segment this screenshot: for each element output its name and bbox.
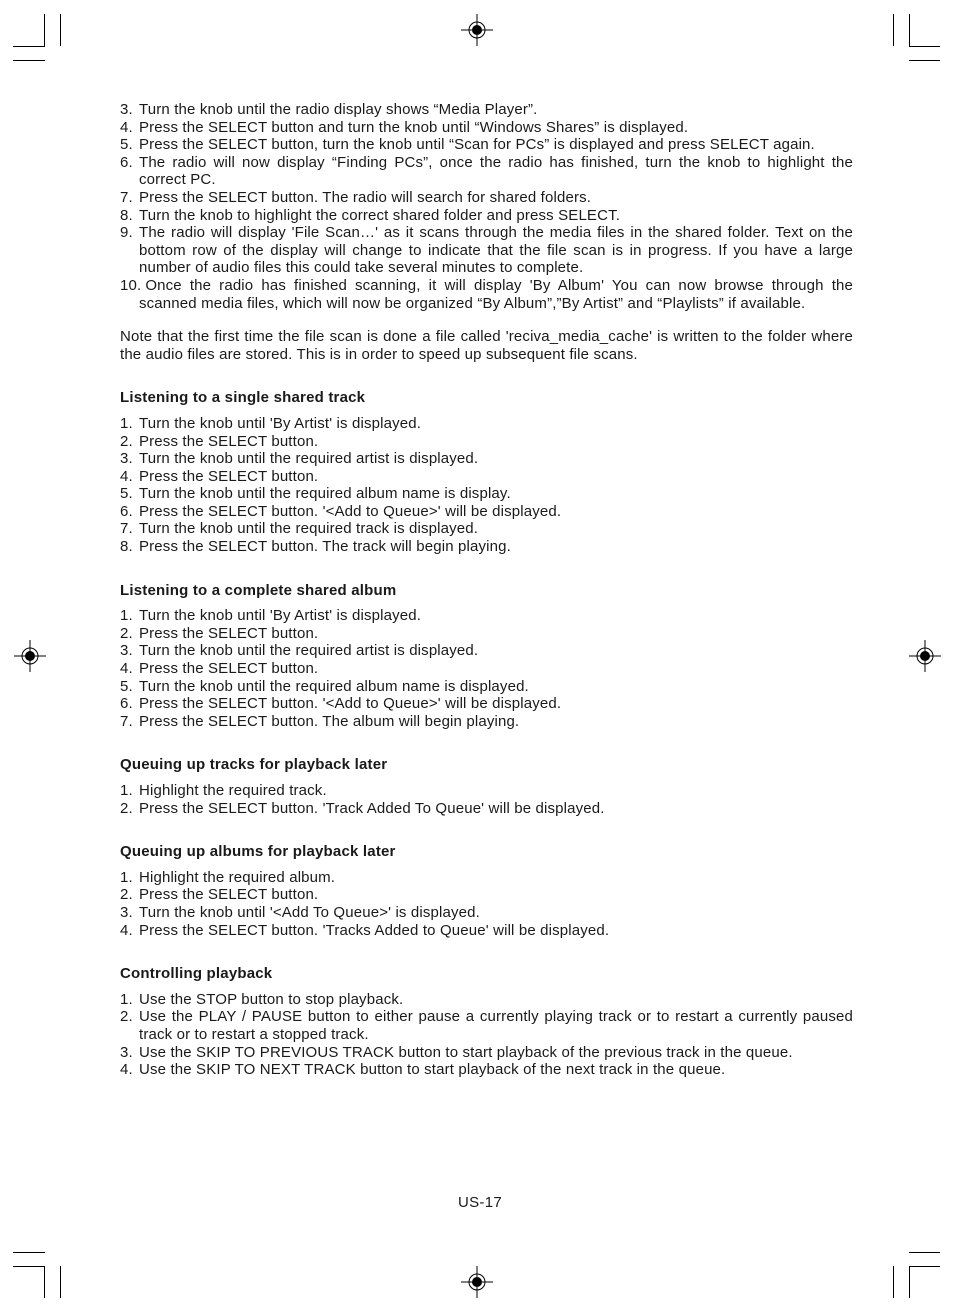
step-text: The radio will display 'File Scan…' as it scans through the media files in the shared folder. Text on the bottom row of the display will change to indicate that the file scan is in progress. If you have a large number of audio files this could take several minutes to complete. [139,224,853,277]
list-item [120,538,853,556]
step-number: 6. [120,695,133,713]
registration-mark-icon [909,640,941,672]
step-text: Press the SELECT button. [139,624,319,642]
step-number: 2. [120,624,133,642]
crop-mark-icon [44,1266,45,1298]
step-text: Use the SKIP TO PREVIOUS TRACK button to start playback of the previous track in the queue. [139,1043,793,1061]
step-number: 3. [120,101,133,118]
section-heading: Queuing up tracks for playback later [120,756,388,774]
step-number: 1. [120,607,133,625]
step-text: Press the SELECT button. '<Add to Queue>' will be displayed. [139,695,562,713]
step-text: Press the SELECT button. [139,660,319,678]
step-text: Turn the knob until the required album name is display. [139,485,511,503]
step-number: 6. [120,502,133,520]
step-number: 6. [120,153,133,171]
list-item [120,101,853,119]
step-text: Press the SELECT button. [139,467,319,485]
list-item [120,520,853,538]
step-number: 10. [120,276,142,294]
step-number: 5. [120,485,133,503]
step-text: Turn the knob until 'By Artist' is displayed. [139,607,422,625]
step-text: Press the SELECT button. The track will begin playing. [139,538,511,556]
page-number [0,1194,954,1211]
step-number: 2. [120,886,133,904]
list-item [120,800,853,818]
step-number: 8. [120,538,133,556]
list-item [120,625,853,643]
step-text: Press the SELECT button. [139,432,319,450]
step-text: Press the SELECT button. The album will begin playing. [139,712,520,730]
step-text: Turn the knob until the required artist is displayed. [139,450,479,468]
crop-mark-icon [909,14,910,46]
step-text: Use the PLAY / PAUSE button to either pause a currently playing track or to restart a currently paused track or to restart a stopped track. [139,1008,853,1043]
list-item [120,869,853,887]
step-text: Turn the knob to highlight the correct shared folder and press SELECT. [139,206,621,224]
step-text: Once the radio has finished scanning, it will display 'By Album' You can now browse through the scanned media files, which will now be organized “By Album”,”By Artist” and “Playlists” if available. [139,276,853,312]
list-item [120,886,853,904]
step-number: 2. [120,432,133,450]
step-text: Press the SELECT button. [139,886,319,904]
list-item [120,415,853,433]
section-heading: Listening to a complete shared album [120,581,397,599]
list-item [120,607,853,625]
crop-mark-icon [13,60,45,61]
step-text: Highlight the required track. [139,782,327,799]
crop-mark-icon [893,1266,894,1298]
list-item [120,154,853,189]
step-number: 1. [120,990,133,1008]
step-number: 7. [120,188,133,206]
step-number: 9. [120,224,133,242]
list-item [120,922,853,940]
step-text: Press the SELECT button. '<Add to Queue>' will be displayed. [139,502,562,520]
step-text: Turn the knob until the required album name is displayed. [139,677,529,695]
section-heading: Listening to a single shared track [120,389,366,407]
step-number: 1. [120,414,133,432]
list-item [120,224,853,277]
section-steps-list [120,415,853,556]
section-steps-list [120,607,853,730]
page-number-value: 17 [484,1194,503,1211]
section-heading: Queuing up albums for playback later [120,843,396,861]
step-text: Turn the knob until the required track is displayed. [139,520,479,538]
crop-mark-icon [60,14,61,46]
intro-steps-list [120,101,853,312]
step-text: Use the SKIP TO NEXT TRACK button to start playback of the next track in the queue. [139,1061,726,1079]
step-text: The radio will now display “Finding PCs”, once the radio has finished, turn the knob to highlight the correct PC. [139,153,853,189]
step-number: 4. [120,118,133,136]
step-number: 7. [120,712,133,730]
section-steps-list [120,782,853,817]
step-number: 1. [120,868,133,886]
list-item [120,1044,853,1062]
step-text: Turn the knob until the required artist is displayed. [139,642,479,660]
list-item [120,660,853,678]
list-item [120,642,853,660]
step-number: 8. [120,206,133,224]
page-number-prefix: US- [457,1194,485,1211]
step-text: Turn the knob until the radio display shows “Media Player”. [139,101,538,118]
step-number: 4. [120,467,133,485]
step-text: Press the SELECT button. The radio will search for shared folders. [139,188,592,206]
crop-mark-icon [893,14,894,46]
list-item [120,207,853,225]
list-item [120,678,853,696]
crop-mark-icon [60,1266,61,1298]
crop-mark-icon [13,1252,45,1253]
step-number: 2. [120,799,133,817]
page-content [120,101,853,1079]
step-text: Press the SELECT button. 'Track Added To Queue' will be displayed. [139,799,605,817]
step-text: Press the SELECT button. 'Tracks Added to Queue' will be displayed. [139,921,610,939]
crop-mark-icon [909,1266,940,1267]
step-number: 5. [120,677,133,695]
list-item [120,450,853,468]
step-number: 4. [120,1061,133,1079]
step-text: Turn the knob until 'By Artist' is displayed. [139,414,422,432]
step-text: Press the SELECT button and turn the knob until “Windows Shares” is displayed. [139,118,689,136]
list-item [120,1061,853,1079]
list-item [120,433,853,451]
list-item [120,485,853,503]
step-text: Use the STOP button to stop playback. [139,990,404,1008]
list-item [120,904,853,922]
step-number: 3. [120,642,133,660]
section-steps-list [120,991,853,1079]
list-item [120,1008,853,1043]
crop-mark-icon [909,60,940,61]
registration-mark-icon [461,1266,493,1298]
registration-mark-icon [461,14,493,46]
step-number: 7. [120,520,133,538]
step-number: 5. [120,136,133,154]
step-number: 4. [120,921,133,939]
list-item [120,713,853,731]
crop-mark-icon [44,14,45,46]
crop-mark-icon [909,1252,940,1253]
step-text: Turn the knob until '<Add To Queue>' is displayed. [139,903,480,921]
step-number: 2. [120,1008,133,1026]
crop-mark-icon [909,1266,910,1298]
note-paragraph: Note that the first time the file scan is done a file called 'reciva_media_cache' is written to the folder where the audio files are stored. This is in order to speed up subsequent file scans. [120,328,853,363]
list-item [120,468,853,486]
crop-mark-icon [13,46,45,47]
list-item [120,991,853,1009]
list-item [120,136,853,154]
registration-mark-icon [14,640,46,672]
crop-mark-icon [909,46,940,47]
list-item [120,189,853,207]
list-item [120,119,853,137]
list-item [120,503,853,521]
list-item [120,782,853,800]
crop-mark-icon [13,1266,45,1267]
step-number: 4. [120,660,133,678]
section-heading: Controlling playback [120,965,273,983]
list-item [120,277,853,312]
step-number: 3. [120,450,133,468]
step-number: 3. [120,903,133,921]
list-item [120,695,853,713]
section-steps-list [120,869,853,939]
step-text: Press the SELECT button, turn the knob until “Scan for PCs” is displayed and press SELECT again. [139,136,815,154]
step-number: 1. [120,782,133,799]
step-text: Highlight the required album. [139,868,336,886]
step-number: 3. [120,1043,133,1061]
